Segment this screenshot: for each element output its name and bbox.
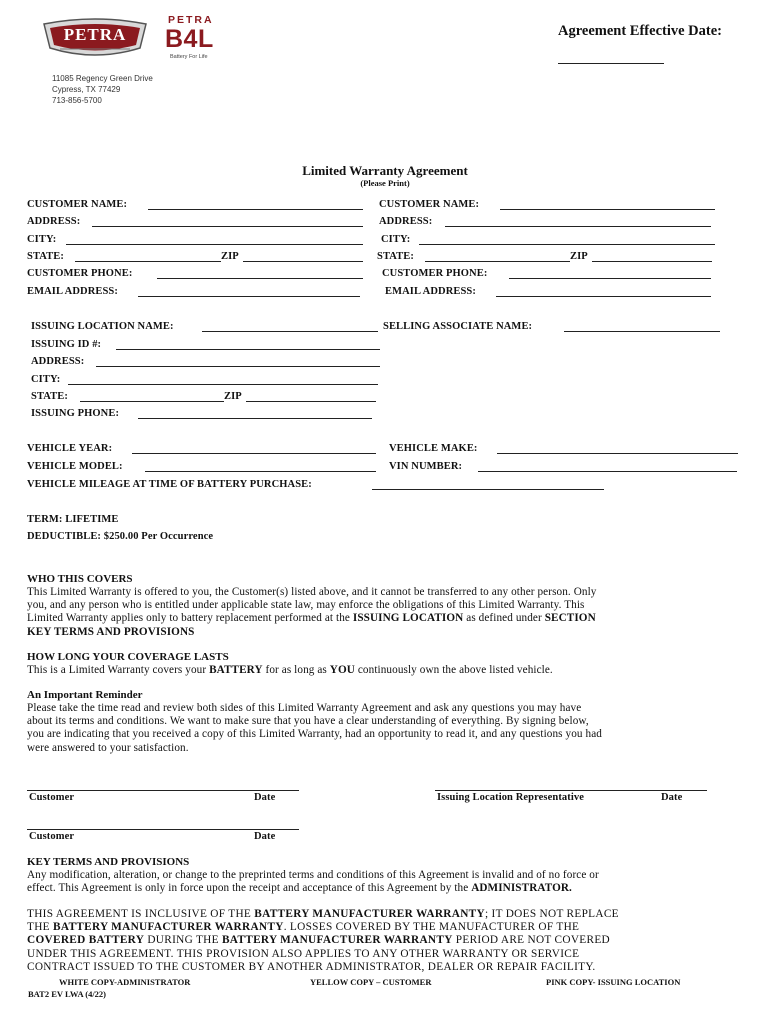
- issuing-id-field[interactable]: [116, 349, 380, 350]
- customer2-city-label: CITY:: [381, 234, 411, 245]
- issuing-state-label: STATE:: [31, 391, 68, 402]
- issuing-state-field[interactable]: [80, 401, 224, 402]
- issuing-phone-field[interactable]: [138, 418, 372, 419]
- customer-zip-field[interactable]: [243, 261, 363, 262]
- reminder-line-4: were answered to your satisfaction.: [27, 741, 189, 754]
- customer2-email-field[interactable]: [496, 296, 711, 297]
- customer-state-label: STATE:: [27, 251, 64, 262]
- who-line-3-text: Limited Warranty applies only to battery replacement performed at the: [27, 612, 353, 625]
- footer-yellow-copy: YELLOW COPY – CUSTOMER: [310, 977, 432, 987]
- customer-name-label: CUSTOMER NAME:: [27, 199, 128, 210]
- inclusive-line-4: UNDER THIS AGREEMENT. THIS PROVISION ALSO APPLIES TO ANY OTHER WARRANTY OR SERVICE: [27, 947, 580, 960]
- issuing-location-label: ISSUING LOCATION NAME:: [31, 321, 174, 332]
- inclusive-line-1: [27, 908, 733, 921]
- inclusive-l3-mid: DURING THE: [144, 934, 222, 947]
- customer2-zip-field[interactable]: [592, 261, 712, 262]
- key-terms-heading: KEY TERMS AND PROVISIONS: [27, 856, 190, 868]
- page-subtitle: (Please Print): [360, 178, 410, 188]
- vin-number-label: VIN NUMBER:: [389, 461, 463, 472]
- customer-phone-field[interactable]: [157, 278, 363, 279]
- key-line-2-admin: ADMINISTRATOR.: [471, 882, 572, 895]
- coverage-heading: HOW LONG YOUR COVERAGE LASTS: [27, 651, 229, 663]
- b4l-logo-main: B4L: [165, 25, 214, 53]
- footer-pink-copy: PINK COPY- ISSUING LOCATION: [546, 977, 681, 987]
- inclusive-paragraph: [27, 908, 733, 974]
- customer-email-label: EMAIL ADDRESS:: [27, 286, 118, 297]
- who-line-1: This Limited Warranty is offered to you, the Customer(s) listed above, and it cannot be transferred to any other person. Only: [27, 586, 597, 598]
- coverage-mid: for as long as: [262, 664, 330, 676]
- customer2-phone-label: CUSTOMER PHONE:: [382, 268, 488, 279]
- footer-form-code: BAT2 EV LWA (4/22): [28, 989, 107, 999]
- who-line-3-issuing: ISSUING LOCATION: [352, 612, 464, 625]
- customer2-name-field[interactable]: [500, 209, 715, 210]
- inclusive-line-3: [27, 934, 733, 947]
- customer-city-field[interactable]: [66, 244, 363, 245]
- customer-zip-label: ZIP: [221, 251, 239, 262]
- vehicle-make-field[interactable]: [497, 453, 738, 454]
- selling-associate-label: SELLING ASSOCIATE NAME:: [383, 321, 533, 332]
- key-line-2-text: effect. This Agreement is only in force upon the receipt and acceptance of this Agreement by the: [27, 882, 472, 895]
- customer2-city-field[interactable]: [419, 244, 715, 245]
- reminder-line-3: you are indicating that you received a copy of this Limited Warranty, had an opportunity to read it, and any questions you had: [27, 728, 602, 741]
- signature-rep-label: Issuing Location Representative: [437, 792, 584, 803]
- issuing-phone-label: ISSUING PHONE:: [31, 408, 120, 419]
- signature-date-label-2: Date: [254, 831, 276, 842]
- issuing-city-label: CITY:: [31, 374, 61, 385]
- effective-date-field[interactable]: [558, 63, 664, 64]
- reminder-line-2: about its terms and conditions. We want to make sure that you have a clear understanding of everything. By signing below,: [27, 715, 589, 728]
- petra-logo-text: PETRA: [63, 25, 127, 44]
- vehicle-mileage-label: VEHICLE MILEAGE AT TIME OF BATTERY PURCHASE:: [27, 479, 312, 490]
- footer-white-copy: WHITE COPY-ADMINISTRATOR: [59, 977, 191, 987]
- issuing-zip-label: ZIP: [224, 391, 242, 402]
- customer2-address-label: ADDRESS:: [379, 216, 433, 227]
- vehicle-year-field[interactable]: [132, 453, 376, 454]
- who-line-3-mid: as defined under: [463, 612, 545, 625]
- key-line-2: [27, 882, 743, 895]
- coverage-paragraph: [27, 664, 743, 677]
- who-line-3-section: SECTION: [544, 612, 596, 625]
- inclusive-l3-bold2: BATTERY MANUFACTURER WARRANTY: [221, 934, 453, 947]
- inclusive-l3-bold1: COVERED BATTERY: [27, 934, 145, 947]
- b4l-logo-top: PETRA: [168, 14, 214, 26]
- petra-logo: [42, 16, 148, 64]
- reminder-heading: An Important Reminder: [27, 689, 143, 701]
- company-address: [52, 73, 153, 106]
- vehicle-model-field[interactable]: [145, 471, 376, 472]
- vehicle-model-label: VEHICLE MODEL:: [27, 461, 123, 472]
- inclusive-l1-bold: BATTERY MANUFACTURER WARRANTY: [254, 908, 485, 920]
- inclusive-l2-bold: BATTERY MANUFACTURER WARRANTY: [52, 921, 284, 934]
- reminder-line-1: Please take the time read and review both sides of this Limited Warranty Agreement and ask any questions you may have: [27, 702, 582, 714]
- issuing-address-label: ADDRESS:: [31, 356, 85, 367]
- customer-phone-label: CUSTOMER PHONE:: [27, 268, 133, 279]
- deductible-text: DEDUCTIBLE: $250.00 Per Occurrence: [27, 531, 214, 542]
- customer-name-field[interactable]: [148, 209, 363, 210]
- issuing-address-field[interactable]: [96, 366, 380, 367]
- who-line-3: [27, 612, 743, 625]
- signature-date-label-1: Date: [254, 792, 276, 803]
- vehicle-year-label: VEHICLE YEAR:: [27, 443, 113, 454]
- customer-signature-field-1[interactable]: [27, 790, 299, 791]
- address-line2: Cypress, TX 77429: [52, 85, 121, 94]
- coverage-post: continuously own the above listed vehicle.: [354, 664, 553, 676]
- term-text: TERM: LIFETIME: [27, 514, 119, 525]
- who-line-4: KEY TERMS AND PROVISIONS: [27, 625, 195, 638]
- issuing-city-field[interactable]: [68, 384, 378, 385]
- signature-customer-label-1: Customer: [29, 792, 75, 803]
- inclusive-line-5: CONTRACT ISSUED TO THE CUSTOMER BY ANOTHER ADMINISTRATOR, DEALER OR REPAIR FACILITY.: [27, 960, 596, 973]
- inclusive-line-2: [27, 921, 733, 934]
- customer-address-label: ADDRESS:: [27, 216, 81, 227]
- signature-date-label-rep: Date: [661, 792, 683, 803]
- issuing-location-field[interactable]: [202, 331, 378, 332]
- vehicle-make-label: VEHICLE MAKE:: [389, 443, 478, 454]
- coverage-you: YOU: [329, 664, 355, 676]
- who-line-2: you, and any person who is entitled under applicable state law, may enforce the obligations of this Limited Warranty. This: [27, 599, 585, 612]
- customer-city-label: CITY:: [27, 234, 57, 245]
- b4l-logo-tagline: Battery For Life: [170, 54, 208, 60]
- who-covers-heading: WHO THIS COVERS: [27, 573, 133, 585]
- customer-address-field[interactable]: [92, 226, 363, 227]
- customer-signature-field-2[interactable]: [27, 829, 299, 830]
- selling-associate-field[interactable]: [564, 331, 720, 332]
- customer2-state-field[interactable]: [425, 261, 570, 262]
- b4l-logo: [164, 14, 234, 64]
- coverage-pre: This is a Limited Warranty covers your: [27, 664, 210, 676]
- inclusive-l2-pre: THE: [27, 921, 53, 934]
- issuing-id-label: ISSUING ID #:: [31, 339, 102, 350]
- inclusive-l1-pre: THIS AGREEMENT IS INCLUSIVE OF THE: [27, 908, 255, 920]
- address-line1: 11085 Regency Green Drive: [52, 74, 153, 83]
- signature-customer-label-2: Customer: [29, 831, 75, 842]
- key-line-1: Any modification, alteration, or change to the preprinted terms and conditions of this Agreement is invalid and of no force or: [27, 869, 599, 881]
- page-title: Limited Warranty Agreement: [302, 163, 468, 178]
- who-covers-paragraph: [27, 586, 743, 639]
- reminder-paragraph: [27, 702, 743, 755]
- customer2-address-field[interactable]: [445, 226, 711, 227]
- coverage-battery: BATTERY: [209, 664, 263, 676]
- address-phone: 713-856-5700: [52, 96, 102, 105]
- customer2-email-label: EMAIL ADDRESS:: [385, 286, 476, 297]
- issuing-zip-field[interactable]: [246, 401, 376, 402]
- customer2-zip-label: ZIP: [570, 251, 588, 262]
- inclusive-l1-post: ; IT DOES NOT REPLACE: [484, 908, 619, 920]
- inclusive-l3-post: PERIOD ARE NOT COVERED: [452, 934, 610, 947]
- rep-signature-field[interactable]: [435, 790, 707, 791]
- customer2-state-label: STATE:: [377, 251, 414, 262]
- vin-number-field[interactable]: [478, 471, 737, 472]
- inclusive-l2-post: . LOSSES COVERED BY THE MANUFACTURER OF THE: [283, 921, 580, 934]
- key-terms-paragraph: [27, 869, 743, 895]
- customer-email-field[interactable]: [138, 296, 360, 297]
- customer-state-field[interactable]: [75, 261, 221, 262]
- agreement-effective-label: Agreement Effective Date:: [558, 23, 722, 39]
- vehicle-mileage-field[interactable]: [372, 489, 604, 490]
- customer2-name-label: CUSTOMER NAME:: [379, 199, 480, 210]
- customer2-phone-field[interactable]: [509, 278, 711, 279]
